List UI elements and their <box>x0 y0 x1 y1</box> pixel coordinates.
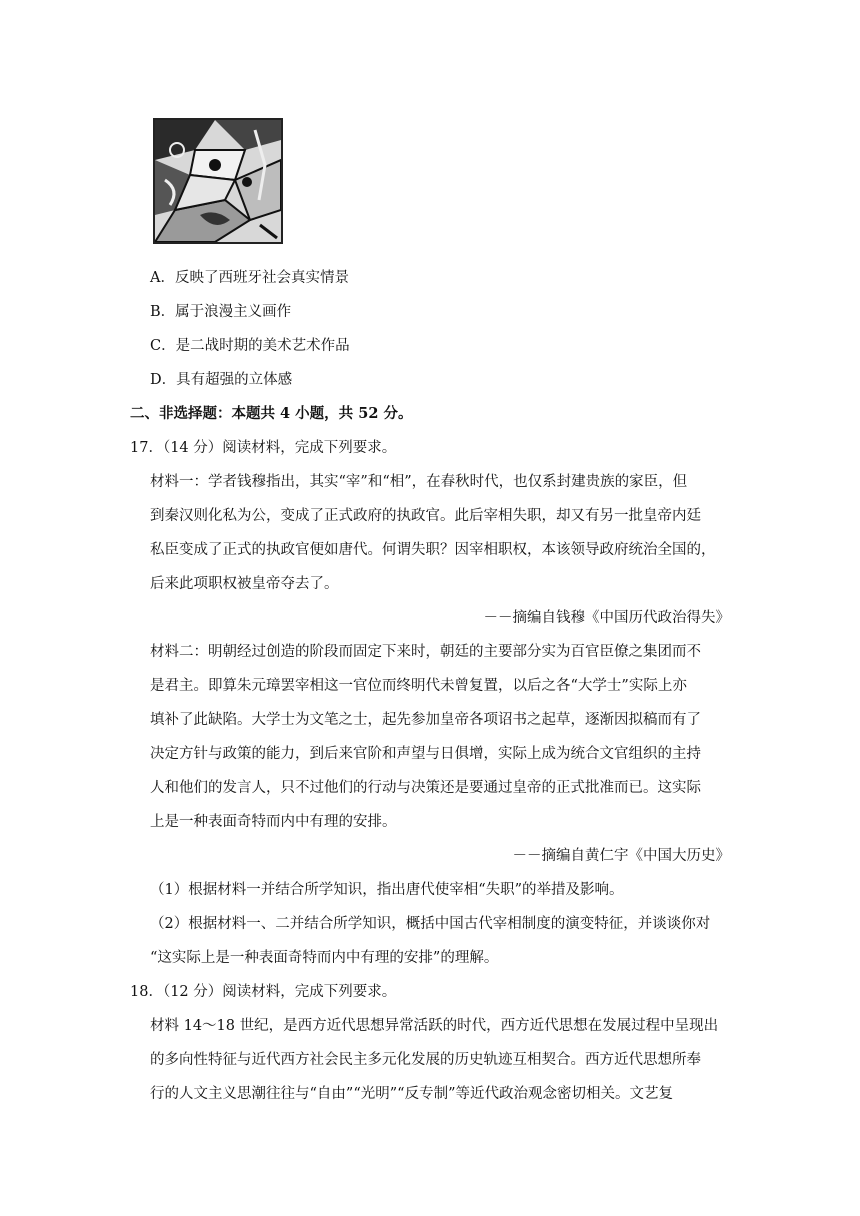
option-b: B．属于浪漫主义画作 <box>150 304 292 320</box>
section-heading: 二、非选择题：本题共 4 小题，共 52 分。 <box>130 405 413 422</box>
question-17-header: 17．（14 分）阅读材料，完成下列要求。 <box>130 440 397 456</box>
cubist-painting-image <box>153 118 283 244</box>
q17-material2-line: 材料二：明朝经过创造的阶段而固定下来时，朝廷的主要部分实为百官臣僚之集团而不 <box>150 644 701 660</box>
question-18-header: 18．（12 分）阅读材料，完成下列要求。 <box>130 984 397 1000</box>
q17-material1-line: 后来此项职权被皇帝夺去了。 <box>150 576 339 592</box>
option-c: C．是二战时期的美术艺术作品 <box>150 338 350 354</box>
option-a: A．反映了西班牙社会真实情景 <box>150 270 349 286</box>
q17-sub1: （1）根据材料一并结合所学知识，指出唐代使宰相“失职”的举措及影响。 <box>150 882 624 898</box>
q17-material2-line: 是君主。即算朱元璋罢宰相这一官位而终明代未曾复置，以后之各“大学士”实际上亦 <box>150 678 687 694</box>
q18-material-line: 的多向性特征与近代西方社会民主多元化发展的历史轨迹互相契合。西方近代思想所奉 <box>150 1052 701 1068</box>
q17-material2-line: 填补了此缺陷。大学士为文笔之士，起先参加皇帝各项诏书之起草，逐渐因拟稿而有了 <box>150 712 701 728</box>
q17-material1-line: 到秦汉则化私为公，变成了正式政府的执政官。此后宰相失职，却又有另一批皇帝内廷 <box>150 508 701 524</box>
q18-material-line: 行的人文主义思潮往往与“自由”“光明”“反专制”等近代政治观念密切相关。文艺复 <box>150 1086 673 1102</box>
q17-material2-line: 决定方针与政策的能力，到后来官阶和声望与日俱增，实际上成为统合文官组织的主持 <box>150 746 701 762</box>
q17-source1: －－摘编自钱穆《中国历代政治得失》 <box>483 610 730 626</box>
q17-sub2-line: （2）根据材料一、二并结合所学知识，概括中国古代宰相制度的演变特征，并谈谈你对 <box>150 916 711 932</box>
option-d: D．具有超强的立体感 <box>150 372 293 388</box>
q17-material2-line: 人和他们的发言人，只不过他们的行动与决策还是要通过皇帝的正式批准而已。这实际 <box>150 780 701 796</box>
q18-material-line: 材料 14～18 世纪，是西方近代思想异常活跃的时代，西方近代思想在发展过程中呈现出 <box>150 1018 719 1034</box>
q17-material2-line: 上是一种表面奇特而内中有理的安排。 <box>150 814 397 830</box>
q17-material1-line: 私臣变成了正式的执政官便如唐代。何谓失职？因宰相职权，本该领导政府统治全国的， <box>150 542 716 558</box>
q17-source2: －－摘编自黄仁宇《中国大历史》 <box>512 848 730 864</box>
q17-material1-line: 材料一：学者钱穆指出，其实“宰”和“相”，在春秋时代，也仅系封建贵族的家臣，但 <box>150 474 688 490</box>
q17-sub2-line: “这实际上是一种表面奇特而内中有理的安排”的理解。 <box>150 950 499 966</box>
